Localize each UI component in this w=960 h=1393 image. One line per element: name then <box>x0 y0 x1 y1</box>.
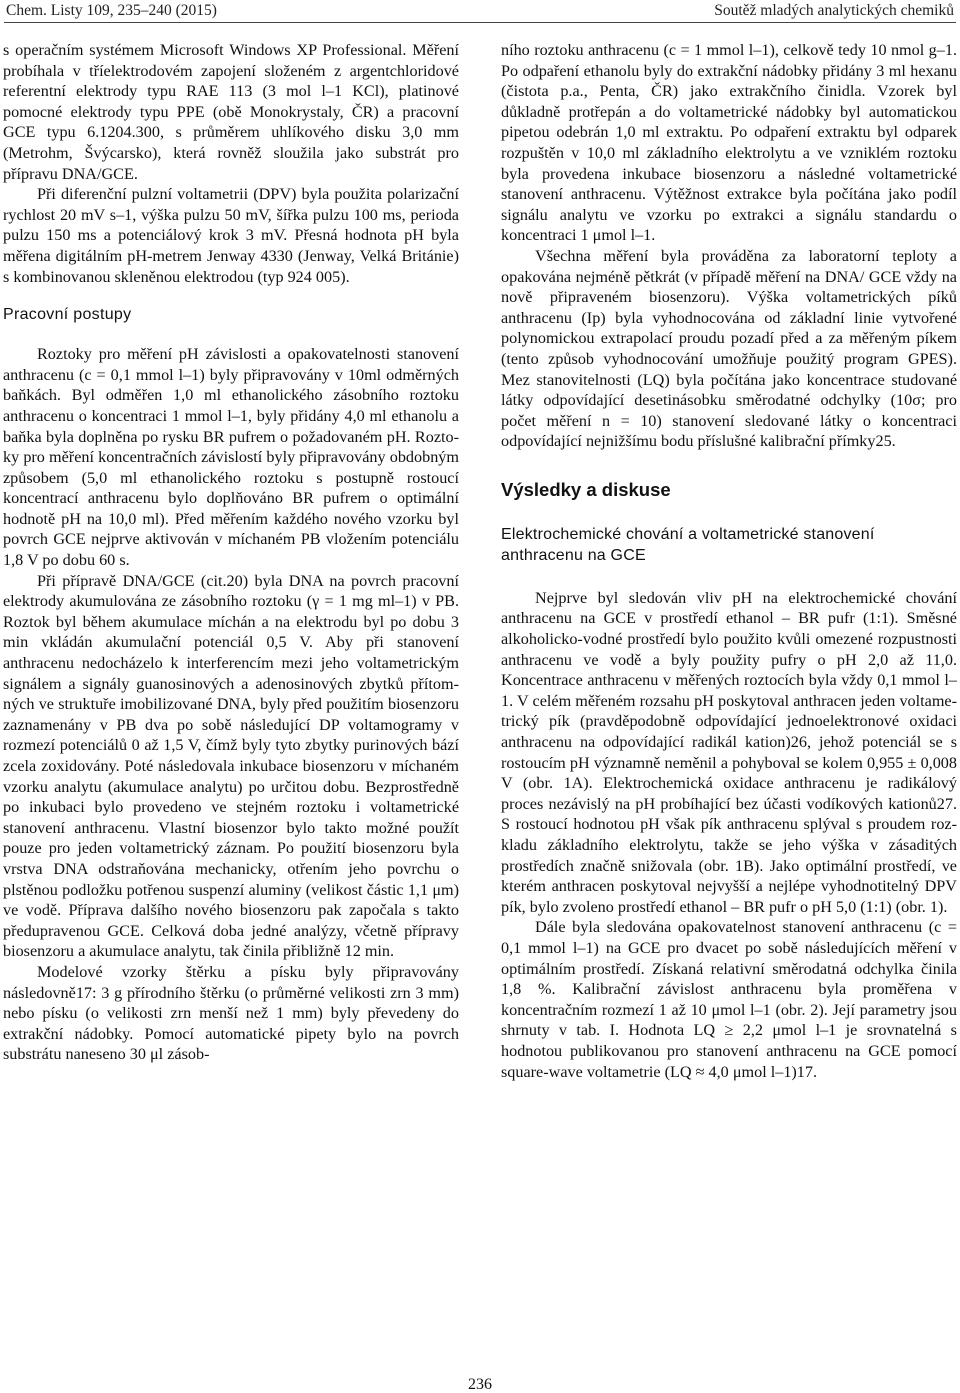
paragraph-measurement-conditions: Všechna měření byla prováděna za laboratorní teploty a opakována nejméně pětkrát (v případě měření na DNA/ GCE vždy na nově připraveném biosenzoru). Výška voltametrických píků anthracenu (Ip) byla vyhodnocována od základní linie vytvořené polynomickou extrapolací proudu pozadí před a za měřeným píkem (tento způsob vyhodnocování umožňuje použitý program GPES). Mez stanovitelnosti (LQ) byla počítána jako koncentrace studované látky odpovídající desetinásobku směrodatné odchylky (10σ; pro počet měření n = 10) stanovení sledované látky o koncentraci odpovídající nejnižšímu bodu příslušné kalibrační přímky25. <box>501 246 957 451</box>
section-heading-procedures: Pracovní postupy <box>3 306 132 324</box>
subsection-heading-electrochemistry: Elektrochemické chování a voltametrické stanovení anthracenu na GCE <box>501 525 875 564</box>
page-number: 236 <box>468 1376 492 1393</box>
paragraph-dna-gce-preparation: Při přípravě DNA/GCE (cit.20) byla DNA na povrch pracovní elektrody akumulována ze zásobního roztoku (γ = 1 mg ml–1) v PB. Roztok byl během akumulace míchán a na elektrodu byl po dobu 3 min vkládán akumulační potenciál 0,5 V. Aby při stanovení anthracenu nedocházelo k interferencím mezi jeho voltametrickým signálem a signály guanosinových a adenosinových zbytků přítomných ve struktuře imobilizované DNA, byly před použitím biosenzoru zaznamenány v PB dva po sobě následující DP voltamogramy v rozmezí potenciálů 0 až 1,5 V, čímž byly tyto zbytky purinových bází zcela zoxidovány. Poté následovala inkubace biosenzoru v míchaném vzorku analytu (akumulace analytu) po určitou dobu. Bezprostředně po inkubaci bylo provedeno ve stejném roztoku i voltametrické stanovení anthracenu. Vlastní biosenzor bylo takto možné použít pouze pro jeden voltametrický záznam. Po použití biosenzoru byla vrstva DNA odstraňována mechanicky, otřením jeho povrchu o plstěnou podložku potřenou suspenzí aluminy (velikost částic 1,1 μm) ve vodě. Příprava dalšího nového biosenzoru pak započala s takto předupravenou GCE. Celková doba jedné analýzy, včetně přípravy biosenzoru a akumulace analytu, tak činila přibližně 12 min. <box>3 571 459 961</box>
journal-citation: Chem. Listy 109, 235–240 (2015) <box>6 2 217 19</box>
section-heading-results: Výsledky a diskuse <box>501 478 671 500</box>
right-column <box>501 40 957 1082</box>
paragraph-ph-dependence: Nejprve byl sledován vliv pH na elektrochemické chování anthracenu na GCE v prostředí ethanol – BR pufr (1:1). Směsné alkoholicko-vodné prostředí bylo použito kvůli omezené rozpustnosti anthracenu ve vodě a byly použity pufry o pH 2,0 až 11,0. Koncentrace anthracenu v měřených roztocích byla vždy 0,1 mmol l–1. V celém měřeném rozsahu pH poskytoval anthracen jeden voltametrický pík (pravděpodobně odpovídající jednoelektronové oxidaci anthracenu na odpovídající radikál kation)26, jehož potenciál se s rostoucím pH významně neměnil a pohyboval se kolem 0,955 ± 0,008 V (obr. 1A). Elektrochemická oxidace anthracenu je radikálový proces nezávislý na pH probíhající bez účasti vodíkových kationů27. S rostoucí hodnotou pH však pík anthracenu splýval s proudem rozkladu základního elektrolytu, takže se jeho výška v zásaditých prostředích značně snižovala (obr. 1B). Jako optimální prostředí, ve kterém anthracen poskytoval nejvyšší a nejlépe vyhodnotitelný DPV pík, bylo zvoleno prostředí ethanol – BR pufr o pH 5,0 (1:1) (obr. 1). <box>501 588 957 916</box>
left-column <box>3 40 459 1065</box>
header-rule <box>4 22 956 23</box>
paragraph-extraction: ního roztoku anthracenu (c = 1 mmol l–1), celkově tedy 10 nmol g–1. Po odpaření ethanolu byly do extrakční nádobky přidány 3 ml hexanu (čistota p.a., Penta, ČR) jako extrakčního činidla. Vzorek byl důkladně protřepán a do voltametrické nádobky byl automatickou pipetou odebrán 1,0 ml extraktu. Po odpaření extraktu byl odparek rozpuštěn v 10,0 ml základního elektrolytu a ve vzniklém roztoku byla provedena inkubace biosenzoru a následné voltametrické stanovení anthracenu. Výtěžnost extrakce byla počítána jako podíl signálu analytu ve vzorku po extrakci a signálu standardu o koncentraci 1 μmol l–1. <box>501 41 957 245</box>
section-name: Soutěž mladých analytických chemiků <box>714 2 954 19</box>
paragraph-repeatability-calibration: Dále byla sledována opakovatelnost stanovení anthracenu (c = 0,1 mmol l–1) na GCE pro dvacet po sobě následujících měření v optimálním prostředí. Získaná relativní směrodatná odchylka činila 1,8 %. Kalibrační závislost anthracenu byla proměřena v koncentračním rozmezí 1 až 10 μmol l–1 (obr. 2). Její parametry jsou shrnuty v tab. I. Hodnota LQ ≥ 2,2 μmol l–1 je srovnatelná s hodnotou publikovanou pro stanovení anthracenu na GCE pomocí square-wave voltametrie (LQ ≈ 4,0 μmol l–1)17. <box>501 918 957 1081</box>
paragraph-instrumentation: s operačním systémem Microsoft Windows XP Professional. Měření probíhala v tříelektrodovém zapojení složeném z argentchloridové referentní elektrody typu RAE 113 (3 mol l–1 KCl), platinové pomocné elektrody typu PPE (obě Monokrystaly, ČR) a pracovní GCE typu 6.1204.300, s průměrem uhlíkového disku 3,0 mm (Metrohm, Švýcarsko), která rovněž sloužila jako substrát pro přípravu DNA/GCE. <box>3 41 459 183</box>
paragraph-dpv-parameters: Při diferenční pulzní voltametrii (DPV) byla použita polarizační rychlost 20 mV s–1, výška pulzu 50 mV, šířka pulzu 100 ms, perioda pulzu 150 ms a potenciálový krok 3 mV. Přesná hodnota pH byla měřena digitálním pH-metrem Jenway 4330 (Jenway, Velká Británie) s kombinovanou skleněnou elektrodou (typ 924 005). <box>3 185 459 286</box>
paragraph-model-samples: Modelové vzorky štěrku a písku byly připravovány následovně17: 3 g přírodního štěrku (o průměrné velikosti zrn 3 mm) nebo písku (o velikosti zrn menší než 1 mm) byly převedeny do extrakční nádobky. Pomocí automatické pipety bylo na povrch substrátu naneseno 30 μl zásob- <box>3 962 459 1064</box>
paragraph-solutions: Roztoky pro měření pH závislosti a opakovatelnosti stanovení anthracenu (c = 0,1 mmol l–1) byly připravovány v 10ml odměrných baňkách. Byl odměřen 1,0 ml ethanolického zásobního roztoku anthracenu o koncentraci 1 mmol l–1, byly přidány 4,0 ml ethanolu a baňka byla doplněna po rysku BR pufrem o požadovaném pH. Roztoky pro měření koncentračních závislostí byly připravovány obdobným způsobem (5,0 ml ethanolického roztoku s postupně rostoucí koncentrací anthracenu bylo doplňováno BR pufrem o optimální hodnotě pH na 10,0 ml). Před měřením každého nového vzorku byl povrch GCE nejprve aktivován v míchaném PB vložením potenciálu 1,8 V po dobu 60 s. <box>3 345 459 570</box>
running-header <box>0 0 960 22</box>
